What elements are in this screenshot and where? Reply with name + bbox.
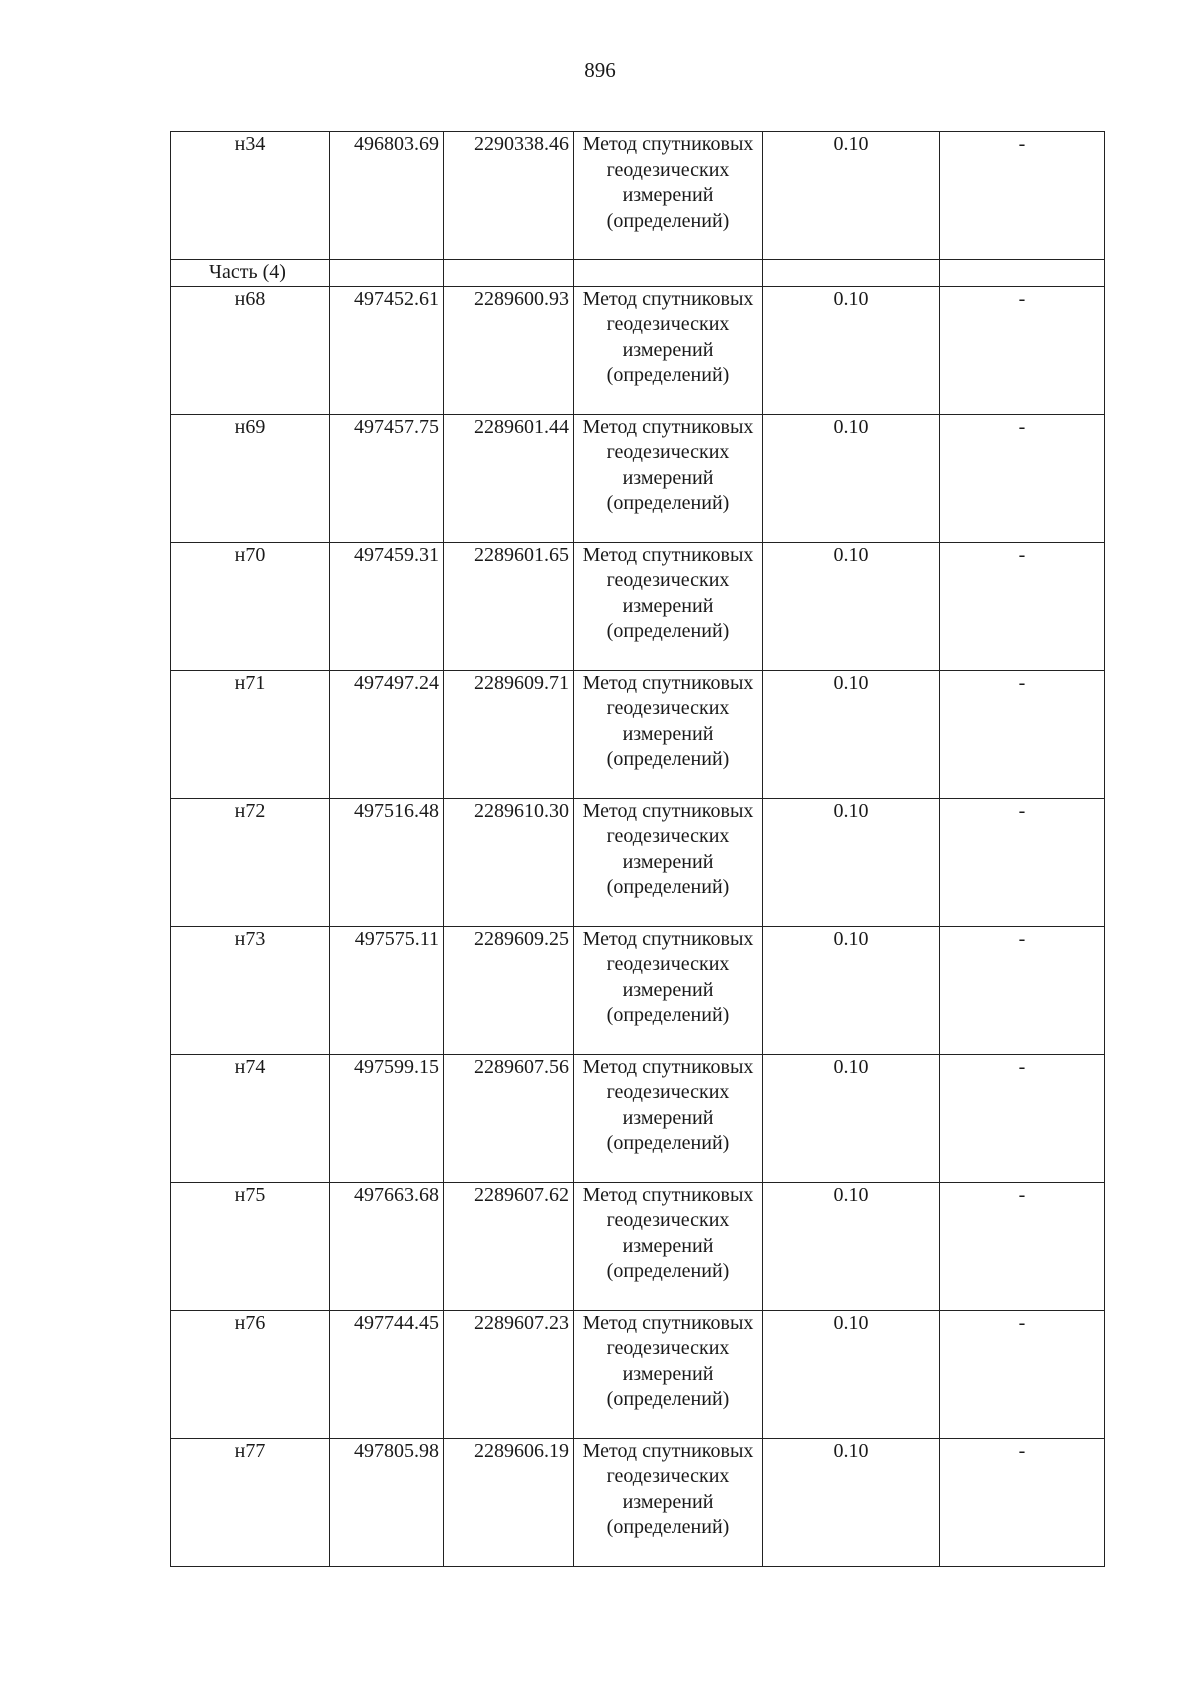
section-label: Часть (4) (171, 260, 330, 287)
x-coordinate-cell: 497663.68 (330, 1182, 444, 1310)
x-coordinate-cell: 497497.24 (330, 670, 444, 798)
accuracy-cell: 0.10 (763, 926, 940, 1054)
method-cell: Метод спутниковых геодезических измерений (определений) (574, 542, 763, 670)
accuracy-cell: 0.10 (763, 1054, 940, 1182)
page-number: 896 (584, 58, 616, 82)
method-cell: Метод спутниковых геодезических измерений (определений) (574, 1182, 763, 1310)
y-coordinate-cell: 2289600.93 (444, 286, 574, 414)
y-coordinate-cell: 2289609.25 (444, 926, 574, 1054)
accuracy-cell: 0.10 (763, 798, 940, 926)
empty-cell (763, 260, 940, 287)
point-name-cell: н70 (171, 542, 330, 670)
method-cell: Метод спутниковых геодезических измерений (определений) (574, 1310, 763, 1438)
table-row (171, 132, 1105, 260)
x-coordinate-cell: 497575.11 (330, 926, 444, 1054)
x-coordinate-cell: 497459.31 (330, 542, 444, 670)
note-cell: - (940, 414, 1105, 542)
note-cell: - (940, 926, 1105, 1054)
x-coordinate-cell: 497599.15 (330, 1054, 444, 1182)
method-cell: Метод спутниковых геодезических измерений (определений) (574, 1438, 763, 1566)
point-name-cell: н73 (171, 926, 330, 1054)
table-row (171, 1182, 1105, 1310)
point-name-cell: н77 (171, 1438, 330, 1566)
accuracy-cell: 0.10 (763, 670, 940, 798)
note-cell: - (940, 1182, 1105, 1310)
method-cell: Метод спутниковых геодезических измерений (определений) (574, 798, 763, 926)
method-cell: Метод спутниковых геодезических измерений (определений) (574, 414, 763, 542)
table-row (171, 414, 1105, 542)
accuracy-cell: 0.10 (763, 132, 940, 260)
y-coordinate-cell: 2289610.30 (444, 798, 574, 926)
point-name-cell: н71 (171, 670, 330, 798)
method-cell: Метод спутниковых геодезических измерений (определений) (574, 1054, 763, 1182)
point-name-cell: н75 (171, 1182, 330, 1310)
method-cell: Метод спутниковых геодезических измерений (определений) (574, 286, 763, 414)
empty-cell (444, 260, 574, 287)
section-row (171, 260, 1105, 287)
note-cell: - (940, 1438, 1105, 1566)
table-row (171, 286, 1105, 414)
method-cell: Метод спутниковых геодезических измерений (определений) (574, 670, 763, 798)
accuracy-cell: 0.10 (763, 414, 940, 542)
table-row (171, 798, 1105, 926)
y-coordinate-cell: 2289606.19 (444, 1438, 574, 1566)
y-coordinate-cell: 2289607.23 (444, 1310, 574, 1438)
y-coordinate-cell: 2289601.44 (444, 414, 574, 542)
note-cell: - (940, 132, 1105, 260)
x-coordinate-cell: 497805.98 (330, 1438, 444, 1566)
accuracy-cell: 0.10 (763, 1438, 940, 1566)
table-row (171, 1310, 1105, 1438)
y-coordinate-cell: 2289609.71 (444, 670, 574, 798)
x-coordinate-cell: 496803.69 (330, 132, 444, 260)
empty-cell (330, 260, 444, 287)
y-coordinate-cell: 2289607.56 (444, 1054, 574, 1182)
table-row (171, 1054, 1105, 1182)
x-coordinate-cell: 497452.61 (330, 286, 444, 414)
accuracy-cell: 0.10 (763, 286, 940, 414)
note-cell: - (940, 1054, 1105, 1182)
note-cell: - (940, 1310, 1105, 1438)
note-cell: - (940, 286, 1105, 414)
x-coordinate-cell: 497457.75 (330, 414, 444, 542)
empty-cell (574, 260, 763, 287)
x-coordinate-cell: 497516.48 (330, 798, 444, 926)
y-coordinate-cell: 2290338.46 (444, 132, 574, 260)
accuracy-cell: 0.10 (763, 1182, 940, 1310)
note-cell: - (940, 542, 1105, 670)
point-name-cell: н74 (171, 1054, 330, 1182)
table-row (171, 926, 1105, 1054)
note-cell: - (940, 798, 1105, 926)
point-name-cell: н68 (171, 286, 330, 414)
point-name-cell: н76 (171, 1310, 330, 1438)
y-coordinate-cell: 2289601.65 (444, 542, 574, 670)
y-coordinate-cell: 2289607.62 (444, 1182, 574, 1310)
accuracy-cell: 0.10 (763, 542, 940, 670)
table-row (171, 670, 1105, 798)
table-row (171, 1438, 1105, 1566)
method-cell: Метод спутниковых геодезических измерений (определений) (574, 132, 763, 260)
coordinates-table-body (171, 132, 1105, 1567)
method-cell: Метод спутниковых геодезических измерений (определений) (574, 926, 763, 1054)
x-coordinate-cell: 497744.45 (330, 1310, 444, 1438)
coordinates-table (170, 131, 1105, 1567)
empty-cell (940, 260, 1105, 287)
point-name-cell: н72 (171, 798, 330, 926)
point-name-cell: н69 (171, 414, 330, 542)
point-name-cell: н34 (171, 132, 330, 260)
note-cell: - (940, 670, 1105, 798)
table-row (171, 542, 1105, 670)
accuracy-cell: 0.10 (763, 1310, 940, 1438)
